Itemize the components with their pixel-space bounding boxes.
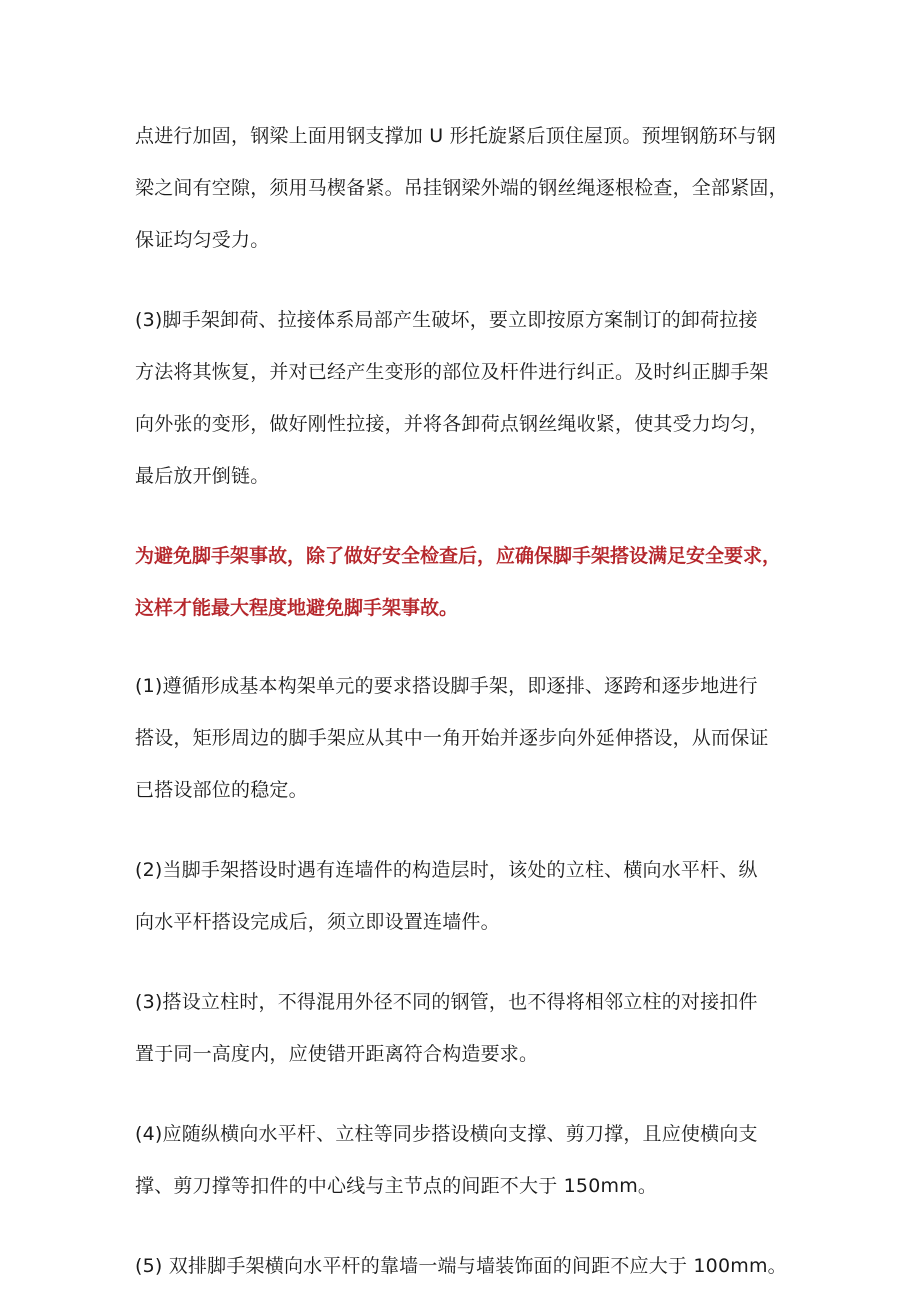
text-line: 保证均匀受力。 (135, 229, 270, 251)
heading-line: 这样才能最大程度地避免脚手架事故。 (135, 597, 459, 619)
text-line: 向水平杆搭设完成后，须立即设置连墙件。 (135, 911, 500, 933)
text-line: (3)搭设立柱时，不得混用外径不同的钢管，也不得将相邻立柱的对接扣件 (135, 991, 758, 1013)
paragraph-reinforcement (135, 110, 810, 266)
text-line: (3)脚手架卸荷、拉接体系局部产生破坏，要立即按原方案制订的卸荷拉接 (135, 309, 758, 331)
text-line: (2)当脚手架搭设时遇有连墙件的构造层时，该处的立柱、横向水平杆、纵 (135, 859, 758, 881)
list-item-4 (135, 1108, 810, 1212)
heading-line: 为避免脚手架事故，除了做好安全检查后，应确保脚手架搭设满足安全要求， (135, 545, 782, 567)
text-line: 梁之间有空隙，须用马楔备紧。吊挂钢梁外端的钢丝绳逐根检查，全部紧固， (135, 177, 788, 199)
text-line: 撑、剪刀撑等扣件的中心线与主节点的间距不大于 150mm。 (135, 1175, 658, 1197)
text-line: 置于同一高度内，应使错开距离符合构造要求。 (135, 1043, 539, 1065)
list-item-3 (135, 976, 810, 1080)
text-line: (4)应随纵横向水平杆、立柱等同步搭设横向支撑、剪刀撑，且应使横向支 (135, 1123, 758, 1145)
list-item-5 (135, 1240, 810, 1292)
text-line: 搭设，矩形周边的脚手架应从其中一角开始并逐步向外延伸搭设，从而保证 (135, 727, 769, 749)
text-line: 已搭设部位的稳定。 (135, 779, 308, 801)
section-heading (135, 530, 810, 634)
text-line: (5) 双排脚手架横向水平杆的靠墙一端与墙装饰面的间距不应大于 100mm。 (135, 1255, 787, 1277)
paragraph-unloading-repair (135, 294, 810, 502)
text-line: (1)遵循形成基本构架单元的要求搭设脚手架，即逐排、逐跨和逐步地进行 (135, 675, 758, 697)
list-item-1 (135, 660, 810, 816)
list-item-2 (135, 844, 810, 948)
text-line: 点进行加固，钢梁上面用钢支撑加 U 形托旋紧后顶住屋顶。预埋钢筋环与钢 (135, 125, 776, 147)
text-line: 方法将其恢复，并对已经产生变形的部位及杆件进行纠正。及时纠正脚手架 (135, 361, 769, 383)
text-line: 最后放开倒链。 (135, 465, 270, 487)
text-line: 向外张的变形，做好刚性拉接，并将各卸荷点钢丝绳收紧，使其受力均匀， (135, 413, 769, 435)
